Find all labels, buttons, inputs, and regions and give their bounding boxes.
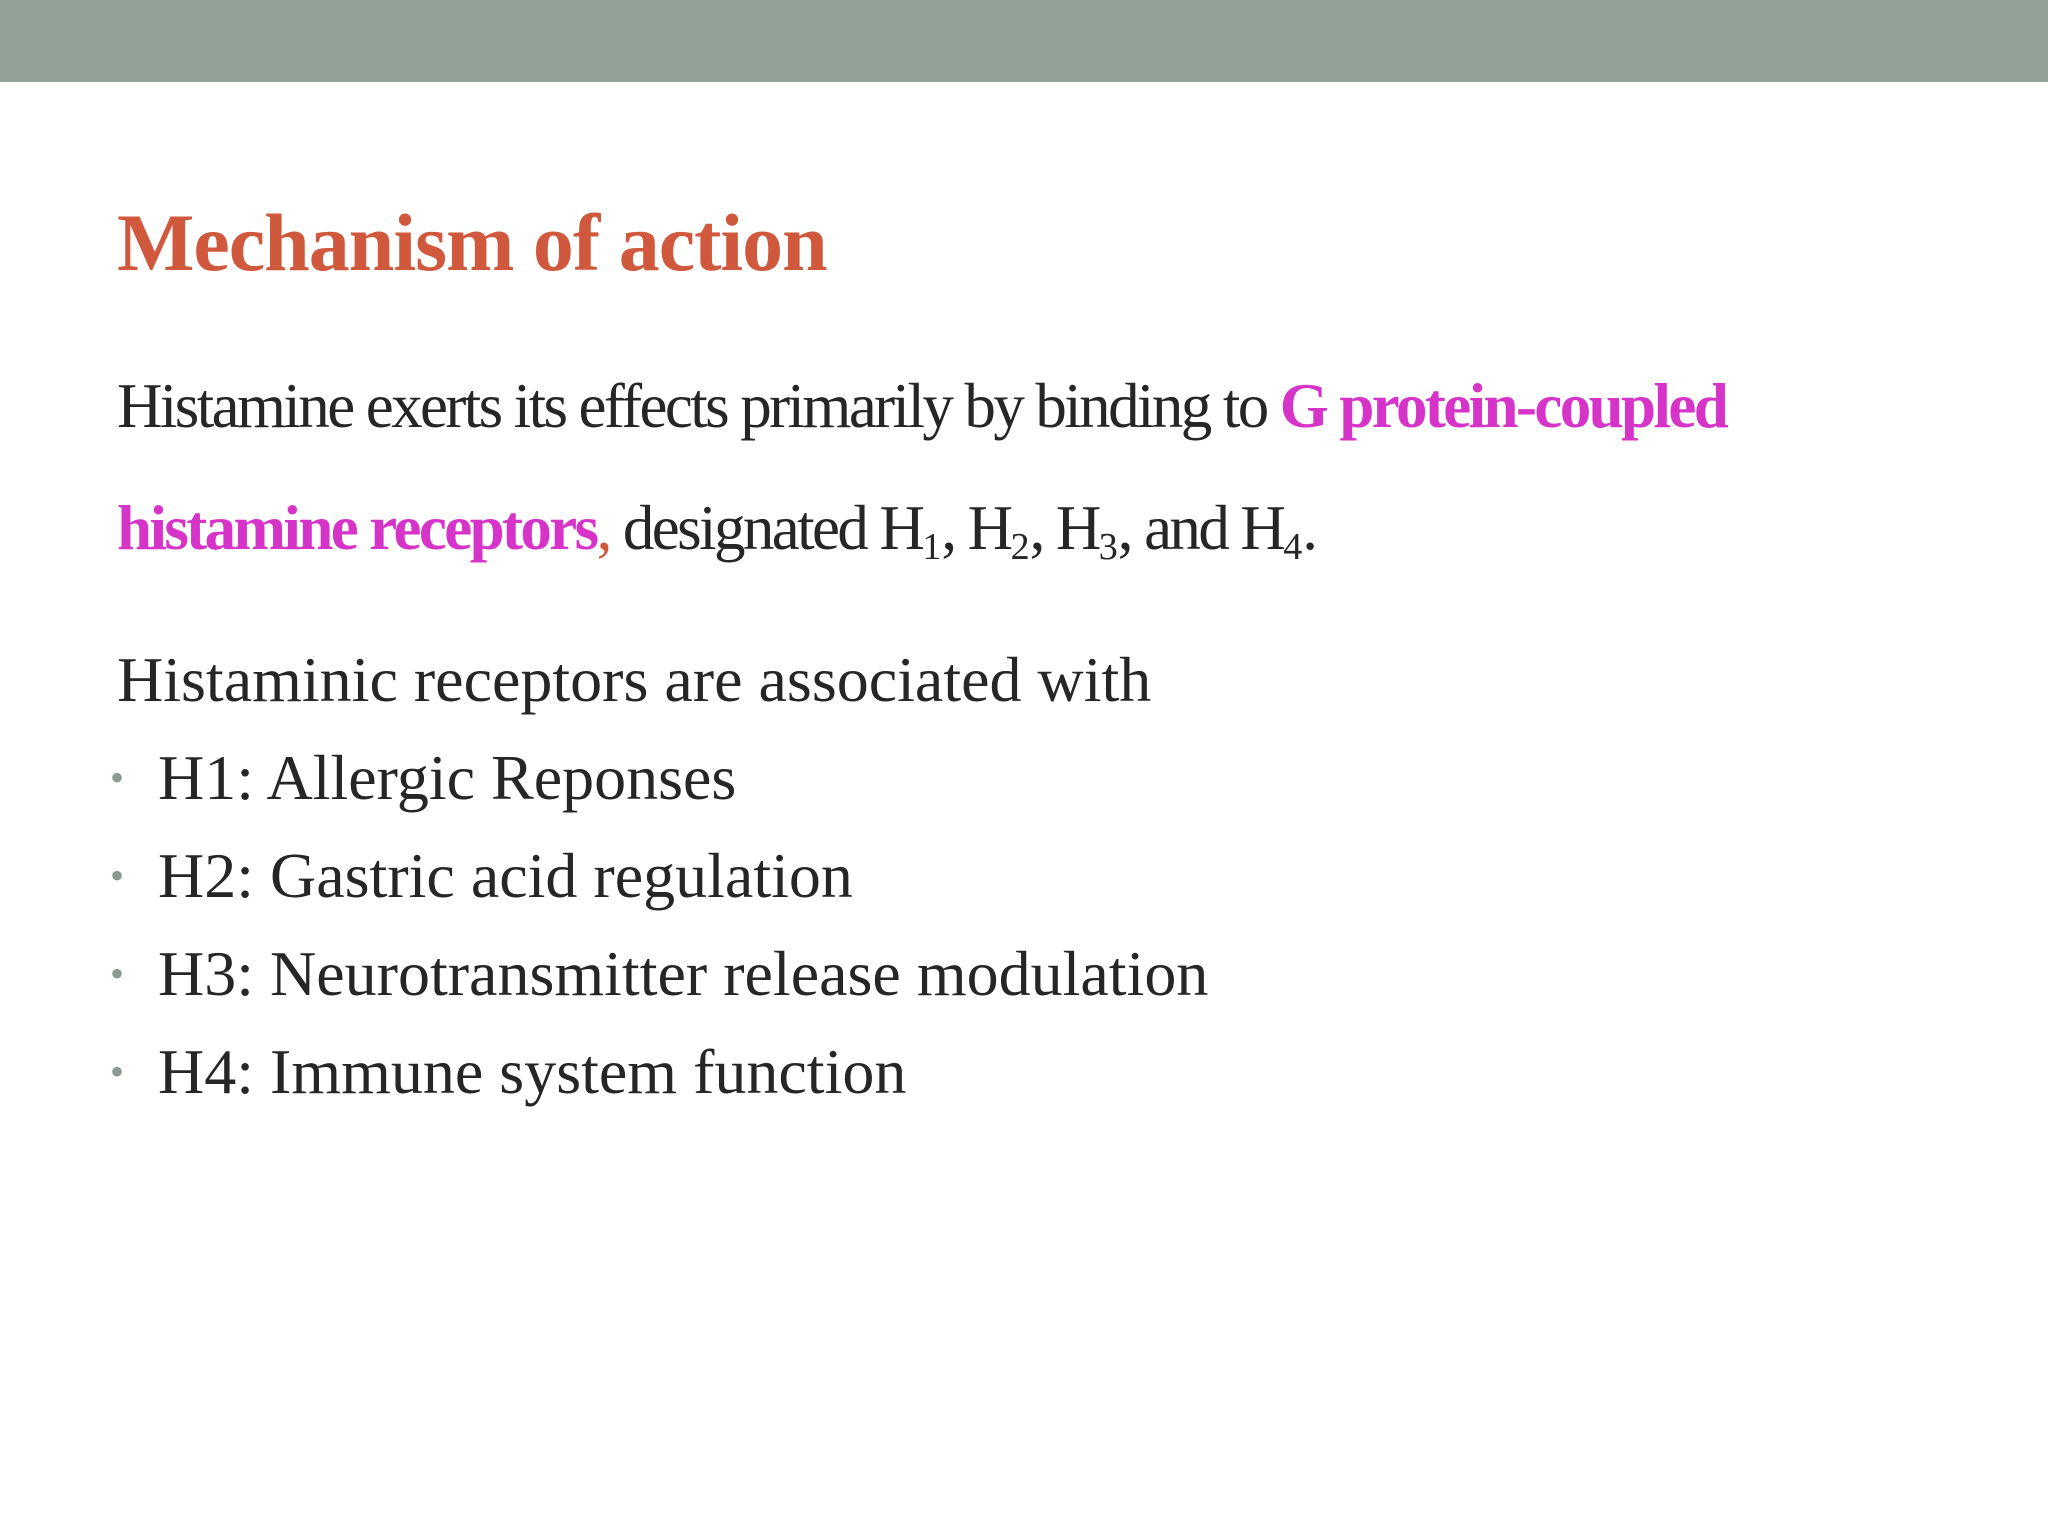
list-item-text: H1: Allergic Reponses <box>158 742 737 813</box>
intro-line-2 <box>117 467 1997 589</box>
sentence-end: . <box>1302 493 1316 563</box>
separator-3: , and H <box>1117 493 1284 563</box>
subscript-3: 3 <box>1098 526 1118 568</box>
list-item-h1 <box>110 738 1208 836</box>
highlight-comma: , <box>596 493 610 563</box>
intro-line-1 <box>117 345 1997 467</box>
highlight-term-part-2: histamine receptors <box>117 493 597 563</box>
bullet-icon: • <box>110 951 125 996</box>
list-item-text: H4: Immune system function <box>158 1036 907 1107</box>
list-item-text: H2: Gastric acid regulation <box>158 840 853 911</box>
separator-2: , H <box>1029 493 1099 563</box>
intro-paragraph <box>117 345 1997 589</box>
list-item-h2 <box>110 836 1208 934</box>
designated-text: designated H <box>609 493 923 563</box>
subscript-4: 4 <box>1283 526 1303 568</box>
subscript-1: 1 <box>922 526 942 568</box>
bullet-icon: • <box>110 1049 125 1094</box>
intro-text-before: Histamine exerts its effects primarily by binding to <box>117 371 1280 441</box>
top-accent-bar <box>0 0 2048 82</box>
list-item-h4 <box>110 1032 1208 1130</box>
receptor-list <box>110 738 1208 1130</box>
subscript-2: 2 <box>1010 526 1030 568</box>
separator-1: , H <box>941 493 1011 563</box>
list-item-text: H3: Neurotransmitter release modulation <box>158 938 1209 1009</box>
list-item-h3 <box>110 934 1208 1032</box>
bullet-icon: • <box>110 755 125 800</box>
bullet-icon: • <box>110 853 125 898</box>
associations-heading: Histaminic receptors are associated with <box>117 644 1152 715</box>
highlight-term-part-1: G protein-coupled <box>1279 371 1727 441</box>
slide-title: Mechanism of action <box>117 197 827 288</box>
